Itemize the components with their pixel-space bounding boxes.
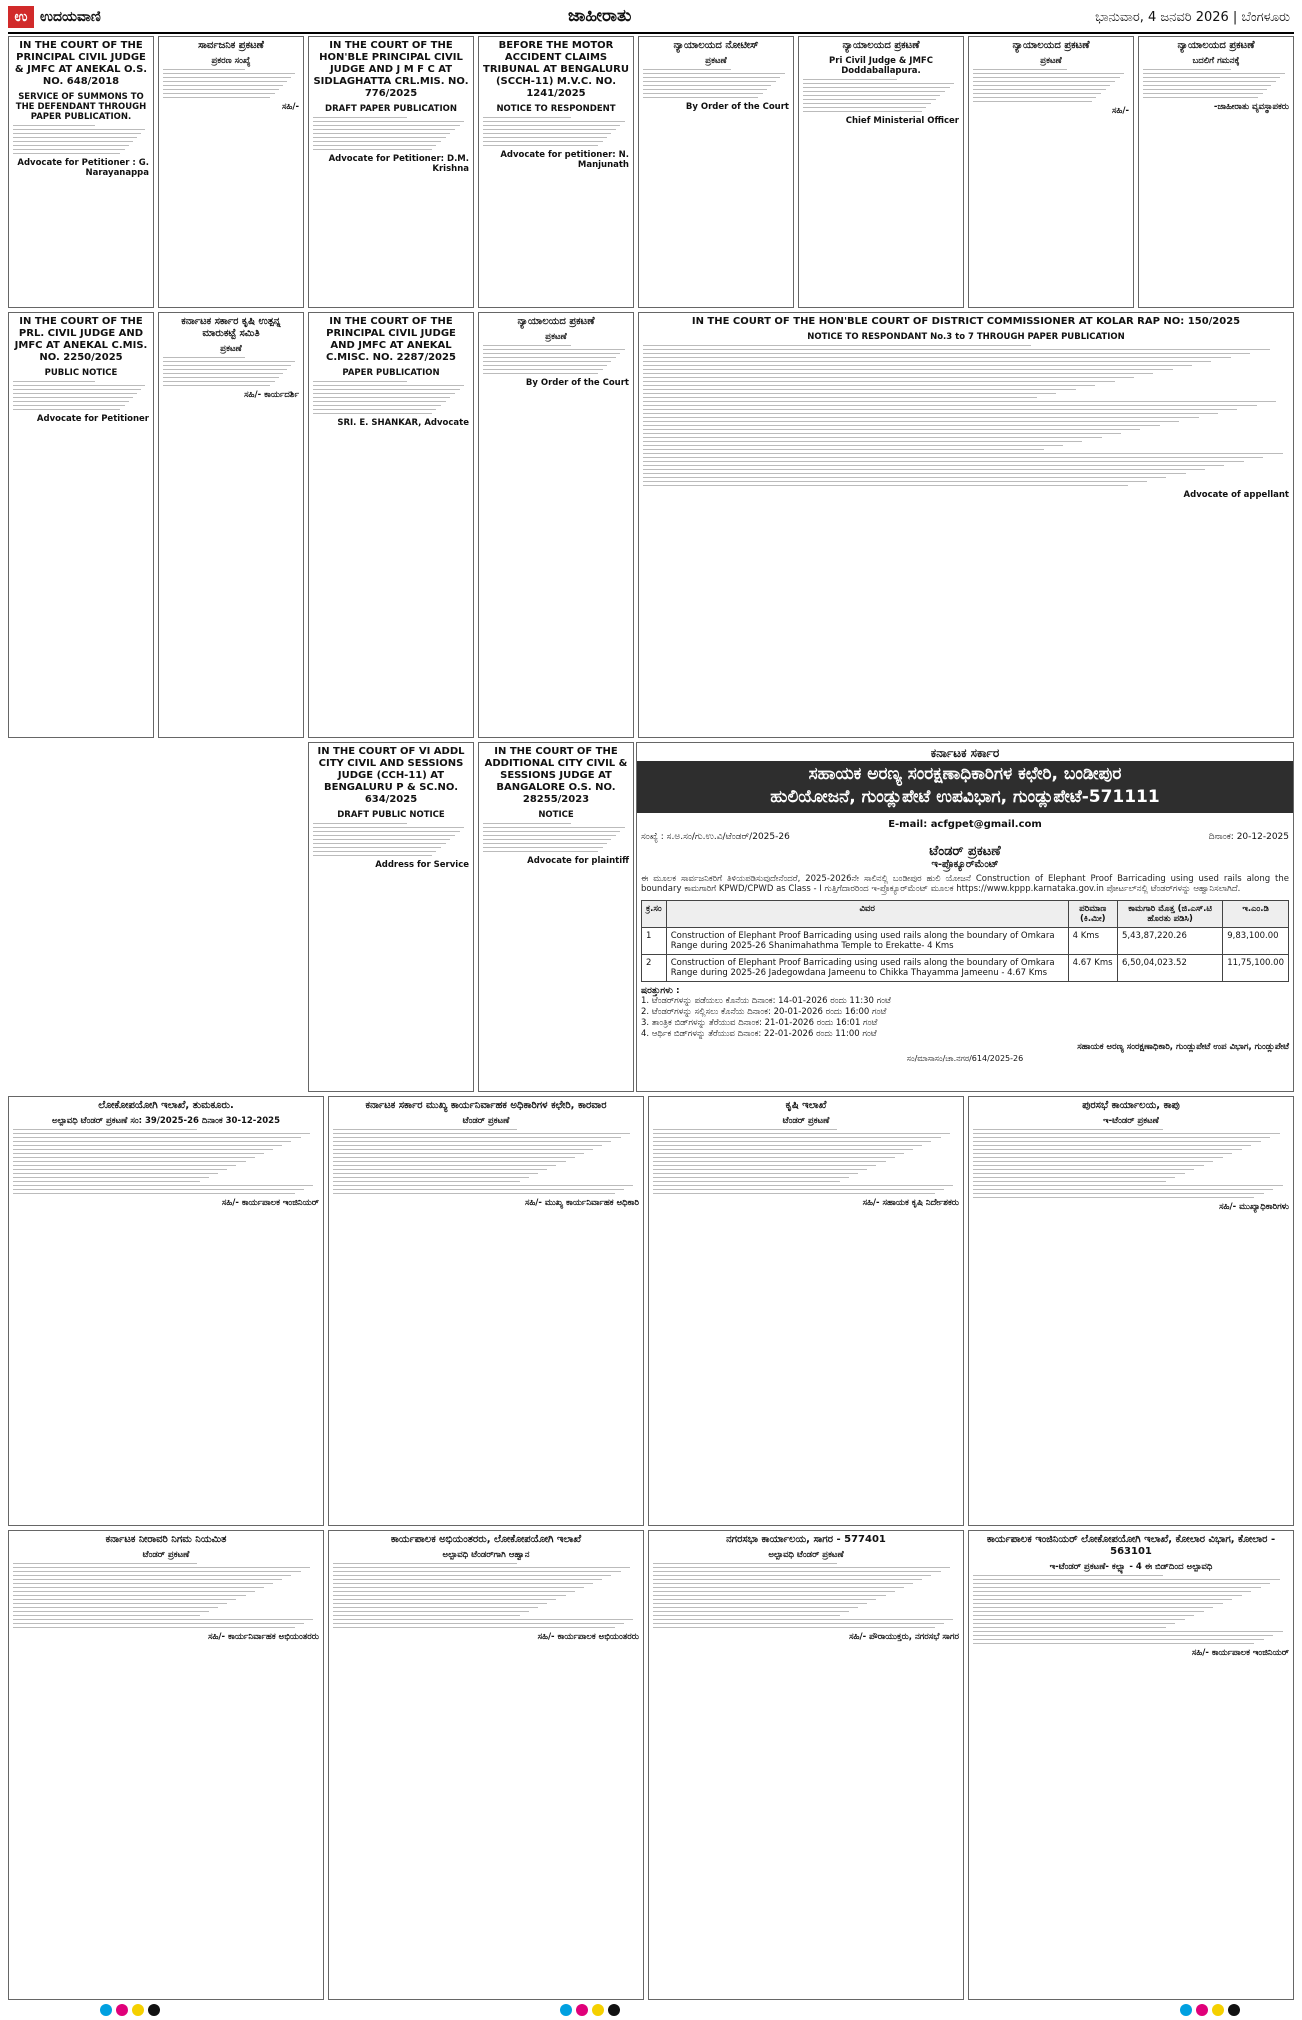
- row2-notice: [158, 312, 304, 738]
- notice-subtitle: ಅಲ್ಪಾವಧಿ ಟೆಂಡರ್‌ಗಾಗಿ ಆಹ್ವಾನ: [442, 1550, 530, 1560]
- notice-title: ನ್ಯಾಯಾಲಯದ ನೋಟೀಸ್: [673, 40, 759, 51]
- notice-signature: Advocate for Petitioner : G. Narayanappa: [17, 158, 149, 178]
- acf-email: E-mail: acfgpet@gmail.com: [888, 819, 1042, 830]
- row4-notice: [328, 1096, 644, 1526]
- registration-mark: [1180, 2004, 1192, 2016]
- row1-notice: [308, 36, 474, 308]
- notice-signature: ಸಹಿ/- ಕಾರ್ಯದರ್ಶಿ: [244, 390, 299, 400]
- notice-title: ನ್ಯಾಯಾಲಯದ ಪ್ರಕಟಣೆ: [842, 40, 920, 51]
- table-header: ವಿವರ: [666, 901, 1068, 928]
- registration-mark: [116, 2004, 128, 2016]
- notice-signature: ಸಹಿ/- ಪೌರಾಯುಕ್ತರು, ನಗರಸಭೆ ಸಾಗರ: [849, 1632, 959, 1642]
- table-cell: 1: [642, 928, 667, 955]
- row4-notice: [648, 1096, 964, 1526]
- acf-tender-table: [641, 900, 1289, 982]
- registration-mark: [148, 2004, 160, 2016]
- notice-title: IN THE COURT OF THE PRINCIPAL CIVIL JUDGE AND JMFC AT ANEKAL C.MISC. NO. 2287/2025: [326, 316, 456, 363]
- row1-notice: [968, 36, 1134, 308]
- registration-mark: [132, 2004, 144, 2016]
- acf-subtitle: ಹುಲಿಯೋಜನೆ, ಗುಂಡ್ಲುಪೇಟೆ ಉಪವಿಭಾಗ, ಗುಂಡ್ಲುಪೇಟೆ-571111: [770, 787, 1160, 807]
- notices-row-4: [8, 1096, 1294, 1526]
- notice-subtitle: NOTICE TO RESPONDENT: [496, 104, 616, 114]
- acf-date: ದಿನಾಂಕ: 20-12-2025: [1208, 832, 1289, 842]
- registration-mark: [592, 2004, 604, 2016]
- acf-heading: ಟೆಂಡರ್ ಪ್ರಕಟಣೆ: [929, 844, 1001, 859]
- section-title: ಜಾಹೀರಾತು: [568, 6, 632, 26]
- notice-subtitle: ಟೆಂಡರ್ ಪ್ರಕಟಣೆ: [462, 1116, 510, 1126]
- brand-logo: ಉ: [8, 6, 34, 28]
- registration-mark: [100, 2004, 112, 2016]
- row2-notice: [8, 312, 154, 738]
- notices-row-1: [8, 36, 1294, 308]
- notice-subtitle: DRAFT PUBLIC NOTICE: [337, 810, 445, 820]
- notice-subtitle: ಇ-ಟೆಂಡರ್ ಪ್ರಕಟಣೆ: [1103, 1116, 1159, 1126]
- acf-sign: ಸಹಾಯಕ ಅರಣ್ಯ ಸಂರಕ್ಷಣಾಧಿಕಾರಿ, ಗುಂಡ್ಲುಪೇಟೆ ಉಪ ವಿಭಾಗ, ಗುಂಡ್ಲುಪೇಟೆ: [1077, 1042, 1289, 1052]
- notice-subtitle: PUBLIC NOTICE: [44, 368, 118, 378]
- note-item: 3. ತಾಂತ್ರಿಕ ಬಿಡ್‌ಗಳನ್ನು ತೆರೆಯುವ ದಿನಾಂಕ: 21-01-2026 ರಂದು 16:01 ಗಂಟೆ: [641, 1018, 878, 1028]
- row4-notice: [968, 1096, 1294, 1526]
- row1-notice: [798, 36, 964, 308]
- table-header: ಕ್ರ.ಸಂ: [642, 901, 667, 928]
- notice-signature: ಸಹಿ/- ಕಾರ್ಯಪಾಲಕ ಇಂಜಿನಿಯರ್: [221, 1198, 319, 1208]
- notice-title: IN THE COURT OF THE HON'BLE COURT OF DISTRICT COMMISSIONER AT KOLAR RAP NO: 150/2025: [691, 316, 1241, 327]
- notice-signature: -ಜಾಹೀರಾತು ವ್ಯವಸ್ಥಾಪಕರು: [1213, 102, 1289, 112]
- note-item: 2. ಟೆಂಡರ್‌ಗಳನ್ನು ಸಲ್ಲಿಸಲು ಕೊನೆಯ ದಿನಾಂಕ: 20-01-2026 ರಂದು 16:00 ಗಂಟೆ: [641, 1007, 887, 1017]
- notice-subtitle: NOTICE TO RESPONDANT No.3 to 7 THROUGH PAPER PUBLICATION: [807, 332, 1125, 342]
- registration-mark: [1228, 2004, 1240, 2016]
- notice-signature: Chief Ministerial Officer: [845, 116, 959, 126]
- notice-title: ನ್ಯಾಯಾಲಯದ ಪ್ರಕಟಣೆ: [517, 316, 595, 327]
- notice-title: ಕರ್ನಾಟಕ ಸರ್ಕಾರ ಮುಖ್ಯ ಕಾರ್ಯನಿರ್ವಾಹಕ ಅಧಿಕಾರಿಗಳ ಕಛೇರಿ, ಕಾರವಾರ: [365, 1100, 607, 1111]
- notice-title: ಪುರಸಭೆ ಕಾರ್ಯಾಲಯ, ಕಾಪು: [1082, 1100, 1180, 1111]
- notice-signature: Advocate for Petitioner: [36, 414, 149, 424]
- page-header: [8, 4, 1294, 34]
- registration-mark: [1212, 2004, 1224, 2016]
- row1-notice: [8, 36, 154, 308]
- row2-notice: [478, 312, 634, 738]
- notice-signature: Advocate for petitioner: N. Manjunath: [500, 150, 629, 170]
- notice-subtitle: ಟೆಂಡರ್ ಪ್ರಕಟಣೆ: [782, 1116, 830, 1126]
- notice-signature: ಸಹಿ/- ಕಾರ್ಯಪಾಲಕ ಇಂಜಿನಿಯರ್: [1191, 1648, 1289, 1658]
- acf-notice-box: [636, 742, 1294, 1092]
- table-header: ಇ.ಎಂ.ಡಿ: [1223, 901, 1289, 928]
- notice-subtitle: ಅಲ್ಪಾವಧಿ ಟೆಂಡರ್ ಪ್ರಕಟಣೆ: [768, 1550, 844, 1560]
- notice-subtitle: NOTICE: [538, 810, 574, 820]
- acf-body: ಈ ಮೂಲಕ ಸಾರ್ವಜನಿಕರಿಗೆ ತಿಳಿಯಪಡಿಸುವುದೇನೆಂದರೆ, 2025-2026ನೇ ಸಾಲಿನಲ್ಲಿ ಬಂಡೀಪುರ ಹುಲಿ ಯೋಜನೆ Construction of Elephant Proof Barricading using used rails along the boundary ಕಾಮಗಾರಿಗೆ KPWD/CPWD as Class - I ಗುತ್ತಿಗೆದಾರರಿಂದ ಇ-ಪ್ರೊಕ್ಯೂರ್‌ಮೆಂಟ್ ಮೂಲಕ https://www.kppp.karnataka.gov.in ಪೋರ್ಟಲ್‌ನಲ್ಲಿ ಟೆಂಡರ್‌ಗಳನ್ನು ಆಹ್ವಾನಿಸಲಾಗಿದೆ.: [641, 874, 1289, 894]
- notice-signature: ಸಹಿ/-: [282, 102, 299, 112]
- notice-title: IN THE COURT OF THE PRINCIPAL CIVIL JUDGE & JMFC AT ANEKAL O.S. NO. 648/2018: [14, 40, 148, 87]
- table-cell: Construction of Elephant Proof Barricading using used rails along the boundary of Omkara Range during 2025-26 Jadegowdana Jameenu to Chikka Thayamma Jameenu - 4.67 Kms: [666, 955, 1068, 982]
- row1-notice: [1138, 36, 1294, 308]
- notice-signature: ಸಹಿ/- ಕಾರ್ಯಪಾಲಕ ಅಭಿಯಂತರರು: [537, 1632, 639, 1642]
- notice-title: ಕರ್ನಾಟಕ ನೀರಾವರಿ ನಿಗಮ ನಿಯಮಿತ: [105, 1534, 227, 1545]
- notice-signature: By Order of the Court: [685, 102, 789, 112]
- row5-notice: [968, 1530, 1294, 2000]
- acf-notes: [641, 996, 1289, 1040]
- table-cell: 11,75,100.00: [1223, 955, 1289, 982]
- notice-subtitle: SERVICE OF SUMMONS TO THE DEFENDANT THROUGH PAPER PUBLICATION.: [15, 92, 147, 122]
- notice-title: IN THE COURT OF VI ADDL CITY CIVIL AND SESSIONS JUDGE (CCH-11) AT BENGALURU P & SC.NO. 634/2025: [317, 746, 465, 805]
- notice-signature: SRI. E. SHANKAR, Advocate: [337, 418, 469, 428]
- table-cell: 4.67 Kms: [1068, 955, 1117, 982]
- notice-signature: ಸಹಿ/-: [1112, 106, 1129, 116]
- notice-subtitle: ಟೆಂಡರ್ ಪ್ರಕಟಣೆ: [142, 1550, 190, 1560]
- notice-subtitle: ಪ್ರಕಟಣೆ: [220, 344, 242, 354]
- row2-notice: [638, 312, 1294, 738]
- acf-banner: [637, 761, 1293, 813]
- table-row: [642, 928, 1289, 955]
- row5-notice: [328, 1530, 644, 2000]
- notice-subtitle: DRAFT PAPER PUBLICATION: [325, 104, 457, 114]
- dateline: ಭಾನುವಾರ, 4 ಜನವರಿ 2026 | ಬೆಂಗಳೂರು: [1095, 10, 1290, 25]
- notice-subtitle: ಪ್ರಕಟಣೆ: [1040, 56, 1062, 66]
- notice-signature: ಸಹಿ/- ಮುಖ್ಯಾಧಿಕಾರಿಗಳು: [1219, 1202, 1289, 1212]
- row5-notice: [8, 1530, 324, 2000]
- notice-title: ನಗರಸಭಾ ಕಾರ್ಯಾಲಯ, ಸಾಗರ - 577401: [726, 1534, 886, 1545]
- notice-title: ನ್ಯಾಯಾಲಯದ ಪ್ರಕಟಣೆ: [1012, 40, 1090, 51]
- notice-signature: Advocate of appellant: [1183, 490, 1289, 500]
- notice-signature: ಸಹಿ/- ಮುಖ್ಯ ಕಾರ್ಯನಿರ್ವಾಹಕ ಅಧಿಕಾರಿ: [524, 1198, 639, 1208]
- brand-name: ಉದಯವಾಣಿ: [40, 9, 101, 25]
- notice-signature: By Order of the Court: [525, 378, 629, 388]
- notice-title: ಕೃಷಿ ಇಲಾಖೆ: [785, 1100, 827, 1111]
- acf-office: ಸಹಾಯಕ ಅರಣ್ಯ ಸಂರಕ್ಷಣಾಧಿಕಾರಿಗಳ ಕಛೇರಿ, ಬಂಡೀಪುರ: [808, 764, 1122, 784]
- table-cell: 2: [642, 955, 667, 982]
- row5-notice: [648, 1530, 964, 2000]
- table-cell: 9,83,100.00: [1223, 928, 1289, 955]
- row1-notice: [638, 36, 794, 308]
- notice-subtitle: ಪ್ರಕಟಣೆ: [705, 56, 727, 66]
- registration-mark: [576, 2004, 588, 2016]
- notice-signature: Address for Service: [375, 860, 469, 870]
- row1-notice: [158, 36, 304, 308]
- acf-notes-title: ಷರತ್ತುಗಳು :: [641, 986, 680, 996]
- notice-title: IN THE COURT OF THE PRL. CIVIL JUDGE AND JMFC AT ANEKAL C.MIS. NO. 2250/2025: [14, 316, 148, 363]
- notice-title: BEFORE THE MOTOR ACCIDENT CLAIMS TRIBUNAL AT BENGALURU (SCCH-11) M.V.C. NO. 1241/2025: [483, 40, 629, 99]
- notice-subtitle: ಬದಲಿಗೆ ಗಮನಕ್ಕೆ: [1192, 56, 1240, 66]
- notices-row-5: [8, 1530, 1294, 2000]
- notice-subtitle: ಪ್ರಕಟಣೆ: [545, 332, 567, 342]
- table-header: ಪರಿಮಾಣ (ಕಿ.ಮೀ): [1068, 901, 1117, 928]
- notice-subtitle: ಪ್ರಕರಣ ಸಂಖ್ಯೆ: [211, 56, 251, 66]
- notice-signature: Advocate for plaintiff: [527, 856, 629, 866]
- table-cell: Construction of Elephant Proof Barricading using used rails along the boundary of Omkara Range during 2025-26 Shanimahathma Temple to Erekatte- 4 Kms: [666, 928, 1068, 955]
- note-item: 4. ಆರ್ಥಿಕ ಬಿಡ್‌ಗಳನ್ನು ತೆರೆಯುವ ದಿನಾಂಕ: 22-01-2026 ರಂದು 11:00 ಗಂಟೆ: [641, 1029, 877, 1039]
- acf-ref: ಸಂಖ್ಯೆ : ಸ.ಅ.ಸಂ/ಗು.ಉ.ವಿ/ಟೆಂಡರ್/2025-26: [641, 832, 790, 842]
- notice-subtitle: ಇ-ಟೆಂಡರ್ ಪ್ರಕಟಣೆ- ಕಲ್ಪ್ಯಾ - 4 ಈ ಬಿಡ್‌ದಿಂದ ಅಲ್ಪಾವಧಿ: [1049, 1562, 1213, 1572]
- row2-notice: [308, 312, 474, 738]
- table-cell: 6,50,04,023.52: [1117, 955, 1222, 982]
- acf-footer: ಸಂ/ಮಾಸಾಸಂ/ಚಾ.ನಗರ/614/2025-26: [906, 1054, 1024, 1063]
- notice-title: IN THE COURT OF THE ADDITIONAL CITY CIVIL & SESSIONS JUDGE AT BANGALORE O.S. NO. 28255/2023: [484, 746, 628, 805]
- registration-mark: [560, 2004, 572, 2016]
- notice-subtitle: Pri Civil Judge & JMFC Doddaballapura.: [829, 56, 933, 76]
- notice-title: ಸಾರ್ವಜನಿಕ ಪ್ರಕಟಣೆ: [198, 40, 264, 51]
- notice-signature: ಸಹಿ/- ಸಹಾಯಕ ಕೃಷಿ ನಿರ್ದೇಶಕರು: [862, 1198, 959, 1208]
- notice-signature: ಸಹಿ/- ಕಾರ್ಯನಿರ್ವಾಹಕ ಅಭಿಯಂತರರು: [208, 1632, 319, 1642]
- note-item: 1. ಟೆಂಡರ್‌ಗಳನ್ನು ಪಡೆಯಲು ಕೊನೆಯ ದಿನಾಂಕ: 14-01-2026 ರಂದು 11:30 ಗಂಟೆ: [641, 996, 891, 1006]
- acf-subheading: ಇ-ಪ್ರೊಕ್ಯೂರ್‌ಮೆಂಟ್: [931, 859, 999, 870]
- table-row: [642, 955, 1289, 982]
- notices-row-2: [8, 312, 1294, 738]
- gov-title: ಕರ್ನಾಟಕ ಸರ್ಕಾರ: [930, 746, 1000, 760]
- notice-title: ಕಾರ್ಯಪಾಲಕ ಅಭಿಯಂತರರು, ಲೋಕೋಪಯೋಗಿ ಇಲಾಖೆ: [390, 1534, 582, 1545]
- notice-subtitle: PAPER PUBLICATION: [342, 368, 440, 378]
- notice-title: ಲೋಕೋಪಯೋಗಿ ಇಲಾಖೆ, ತುಮಕೂರು.: [98, 1100, 234, 1111]
- registration-mark: [1196, 2004, 1208, 2016]
- notice-title: ನ್ಯಾಯಾಲಯದ ಪ್ರಕಟಣೆ: [1177, 40, 1255, 51]
- acf-tender-notice: [8, 742, 1294, 1092]
- notice-title: IN THE COURT OF THE HON'BLE PRINCIPAL CIVIL JUDGE AND J M F C AT SIDLAGHATTA CRL.MIS. NO. 776/2025: [313, 40, 469, 99]
- registration-mark: [608, 2004, 620, 2016]
- notice-title: ಕರ್ನಾಟಕ ಸರ್ಕಾರ ಕೃಷಿ ಉತ್ಪನ್ನ ಮಾರುಕಟ್ಟೆ ಸಮಿತಿ: [181, 316, 281, 339]
- table-header: ಕಾಮಗಾರಿ ಮೊತ್ತ (ಜಿ.ಎಸ್.ಟಿ ಹೊರತು ಪಡಿಸಿ): [1117, 901, 1222, 928]
- notice-title: ಕಾರ್ಯಪಾಲಕ ಇಂಜಿನಿಯರ್ ಲೋಕೋಪಯೋಗಿ ಇಲಾಖೆ, ಕೋಲಾರ ವಿಭಾಗ, ಕೋಲಾರ - 563101: [986, 1534, 1276, 1557]
- table-cell: 4 Kms: [1068, 928, 1117, 955]
- table-cell: 5,43,87,220.26: [1117, 928, 1222, 955]
- notice-signature: Advocate for Petitioner: D.M. Krishna: [328, 154, 469, 174]
- row4-notice: [8, 1096, 324, 1526]
- notice-subtitle: ಅಲ್ಪಾವಧಿ ಟೆಂಡರ್ ಪ್ರಕಟಣೆ ಸಂ: 39/2025-26 ದಿನಾಂಕ 30-12-2025: [52, 1116, 280, 1126]
- row1-notice: [478, 36, 634, 308]
